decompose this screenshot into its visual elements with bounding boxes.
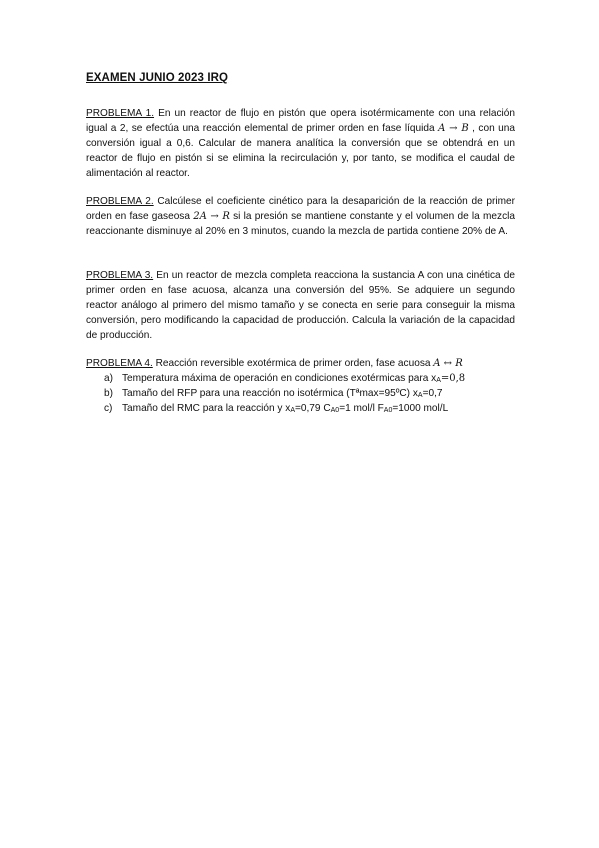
item-b-marker: b) [104,388,113,399]
problem-1 [86,106,515,181]
problem-1-text-end: , con una conversión igual a 0,6. Calcular de manera analítica la conversión que se obtendrá en un reactor de flujo en pistón si se elimina la recirculación y, por tanto, se modifica el caudal de alimentación al reactor. [86,123,515,179]
exam-title: EXAMEN JUNIO 2023 IRQ [86,72,229,84]
problem-4-item-b [86,386,515,401]
problem-4-heading [86,356,515,371]
problem-2-label: PROBLEMA 2. [86,196,154,207]
item-c-mid-2: =1 mol/l F [339,403,384,414]
item-c-marker: c) [104,403,113,414]
problem-4-items [86,371,515,416]
problem-4-item-c [86,401,515,416]
problem-3-text: En un reactor de mezcla completa reacciona la sustancia A con una cinética de primer orden en fase acuosa, alcanza una conversión del 95%. Se adquiere un segundo reactor análogo al primero del mismo tamaño y se conecta en serie para conseguir la misma conversión, pero modificando la capacidad de producción. Calcula la variación de la capacidad de producción. [86,270,515,341]
item-a-sub: A [436,377,441,384]
problem-1-text-start: En un reactor de flujo en pistón que opera isotérmicamente con una relación igual a 2, se efectúa una reacción elemental de primer orden en fase líquida [86,108,515,134]
problem-2-equation: 2A → R [193,211,230,222]
problem-4-item-a [86,371,515,386]
problem-4-text: Reacción reversible exotérmica de primer orden, fase acuosa [152,358,434,369]
problem-3 [86,268,515,343]
problem-2-text-start: Calcúlese el coeficiente cinético para la desaparición de la reacción de primer orden en fase gaseosa [86,196,515,222]
item-c-sub-2: A0 [330,407,340,414]
item-a-text: Temperatura máxima de operación en condiciones exotérmicas para x [122,373,437,384]
item-c-sub-3: A0 [383,407,393,414]
item-b-sub: A [417,392,423,399]
item-c-end: =1000 mol/L [392,403,449,414]
item-c-sub-1: A [290,407,295,414]
item-a-marker: a) [104,373,113,384]
problem-2 [86,194,515,239]
problem-4-equation: A ↔ R [433,358,463,369]
problem-3-label: PROBLEMA 3. [86,270,154,281]
item-c-text: Tamaño del RMC para la reacción y x [122,403,291,414]
problem-2-text-end: si la presión se mantiene constante y el volumen de la mezcla reaccionante disminuye al 20% en 3 minutos, cuando la mezcla de partida contiene 20% de A. [86,211,515,237]
problem-4 [86,356,515,416]
problem-4-label: PROBLEMA 4. [86,358,153,369]
item-a-value: =0,8 [440,373,466,384]
problem-1-equation: A → B [438,123,469,134]
item-c-mid-1: =0,79 C [294,403,331,414]
item-b-value: =0,7 [422,388,443,399]
item-b-text: Tamaño del RFP para una reacción no isotérmica (Tªmax=95ºC) x [122,388,418,399]
problem-1-label: PROBLEMA 1. [86,108,155,119]
